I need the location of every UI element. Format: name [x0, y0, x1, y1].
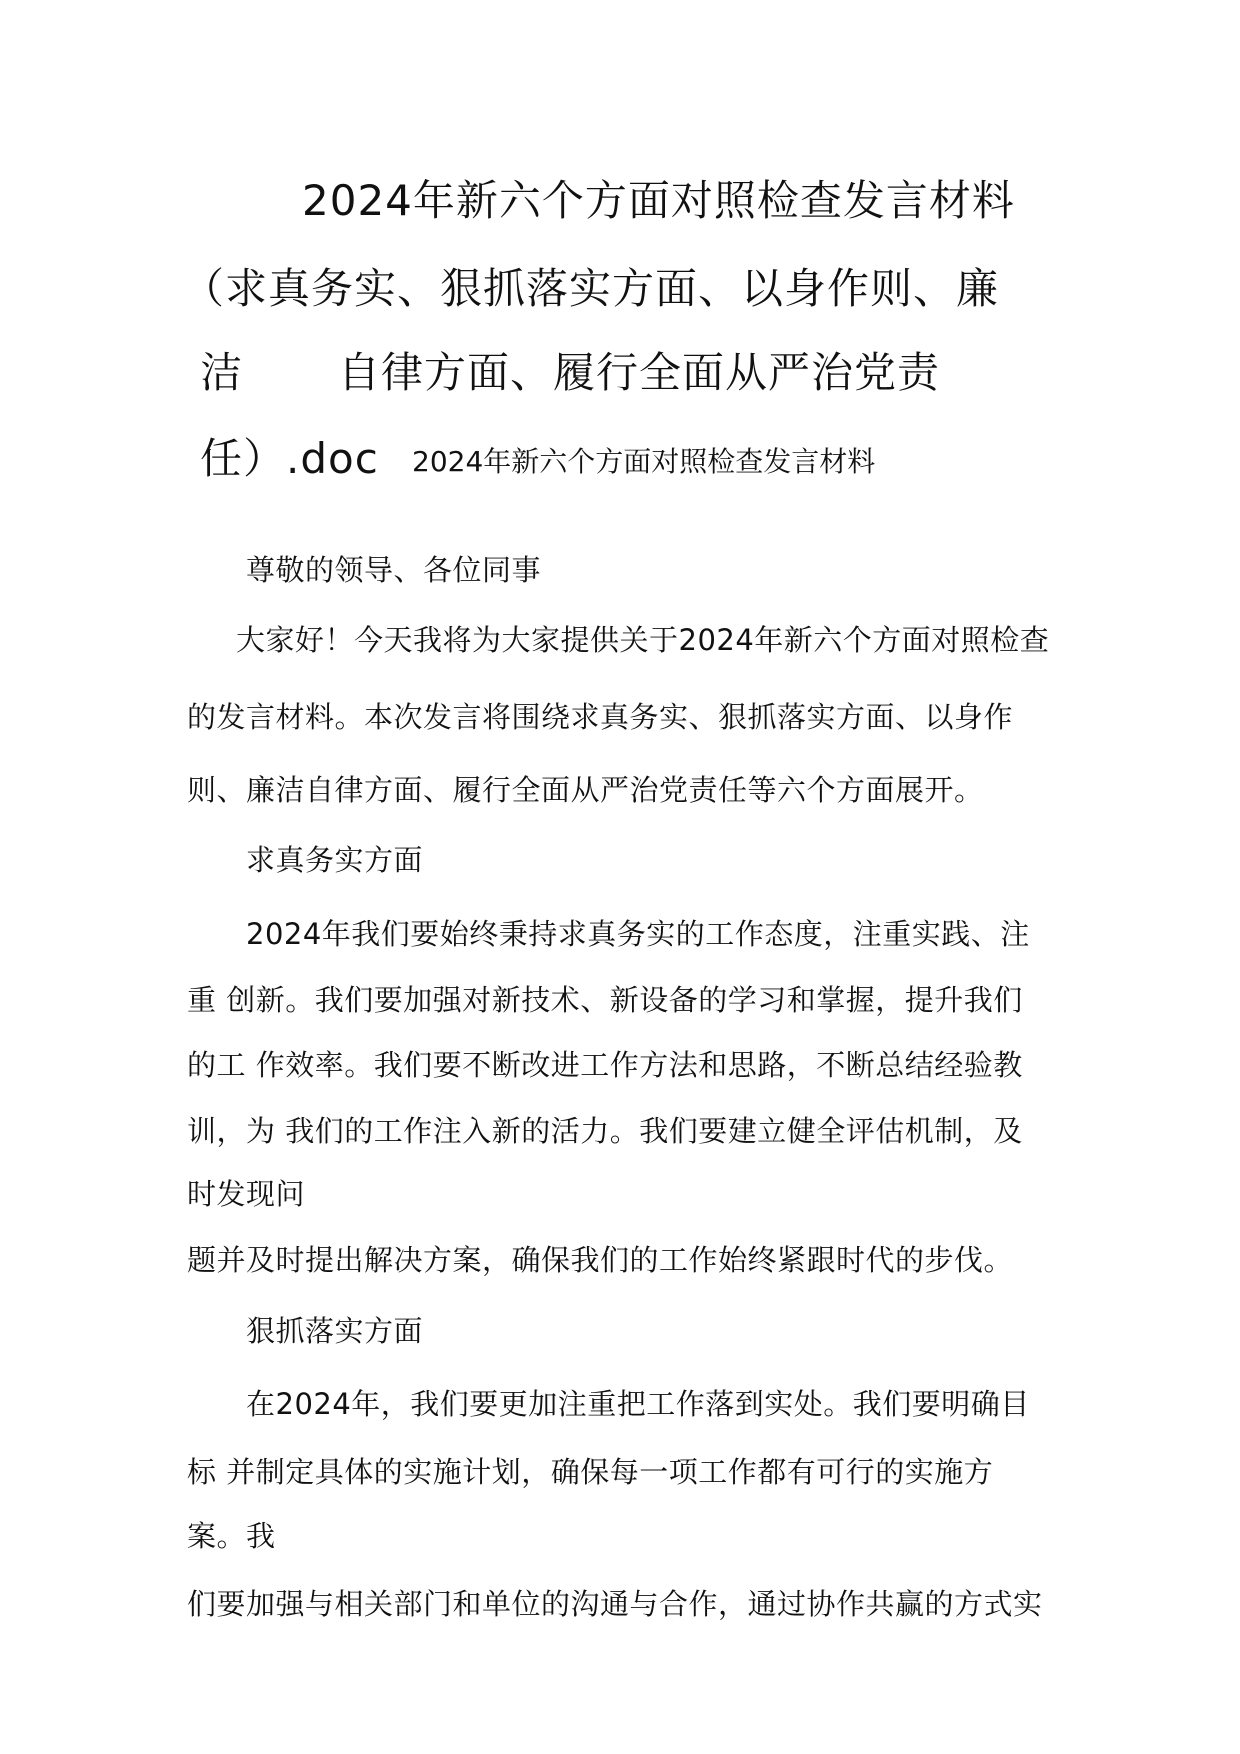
paragraph-line: 在2024年，我们要更加注重把工作落到实处。我们要明确目 [246, 1387, 1030, 1421]
paragraph-line: 案。我 [187, 1519, 276, 1553]
document-title-line-1: 2024年新六个方面对照检查发言材料 [302, 176, 1015, 225]
document-subtitle: 2024年新六个方面对照检查发言材料 [412, 445, 876, 478]
paragraph-line: 们要加强与相关部门和单位的沟通与合作，通过协作共赢的方式实 [187, 1587, 1043, 1621]
document-title-line-2: （求真务实、狠抓落实方面、以身作则、廉 [182, 264, 1000, 313]
section-heading-pragmatism: 求真务实方面 [246, 843, 424, 877]
document-title-line-4: 任）.doc [200, 434, 379, 483]
paragraph-line: 训，为 我们的工作注入新的活力。我们要建立健全评估机制，及 [187, 1114, 1023, 1148]
paragraph-line: 题并及时提出解决方案，确保我们的工作始终紧跟时代的步伐。 [187, 1243, 1014, 1277]
section-heading-implementation: 狠抓落实方面 [246, 1314, 424, 1348]
paragraph-line: 2024年我们要始终秉持求真务实的工作态度，注重实践、注 [246, 917, 1030, 951]
document-title-line-3b: 自律方面、履行全面从严治党责 [338, 348, 941, 397]
paragraph-line: 重 创新。我们要加强对新技术、新设备的学习和掌握，提升我们 [187, 983, 1023, 1017]
paragraph-line: 大家好！今天我将为大家提供关于2024年新六个方面对照检查 [236, 623, 1050, 657]
paragraph-line: 的工 作效率。我们要不断改进工作方法和思路，不断总结经验教 [187, 1048, 1023, 1082]
paragraph-line: 时发现问 [187, 1177, 306, 1211]
paragraph-line: 标 并制定具体的实施计划，确保每一项工作都有可行的实施方 [187, 1455, 994, 1489]
paragraph-line: 则、廉洁自律方面、履行全面从严治党责任等六个方面展开。 [187, 773, 984, 807]
paragraph-line: 的发言材料。本次发言将围绕求真务实、狠抓落实方面、以身作 [187, 700, 1014, 734]
document-title-line-3a: 洁 [200, 348, 244, 397]
salutation: 尊敬的领导、各位同事 [246, 553, 542, 587]
